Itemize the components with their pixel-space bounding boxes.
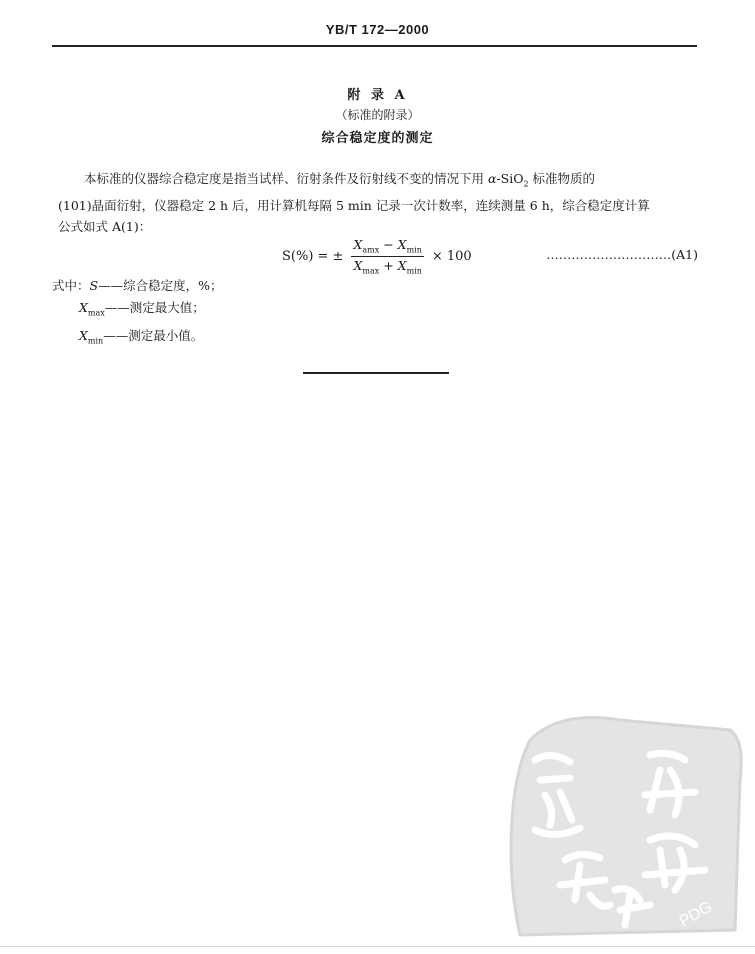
subscript-2: 2 [523,179,529,189]
formula-numerator [351,237,423,257]
legend-prefix: 式中： [52,278,90,293]
legend-row-xmin [52,325,222,353]
equation-number [523,247,698,262]
legend-xmax-sub: max [87,308,105,318]
legend-xmax-symbol: X [79,300,88,315]
numerator-sub2: min [406,245,422,255]
formula-legend [52,275,222,352]
legend-s-desc: ——综合稳定度，%； [98,278,223,293]
annex-heading: 综合稳定度的测定 [321,131,434,146]
denominator-x1: X [353,257,363,273]
header-rule [52,45,697,47]
denominator-sub1: max [362,266,380,275]
legend-s-symbol: S [89,278,99,293]
legend-xmax-desc: ——测定最大值； [104,300,205,315]
watermark-pdg-text: PDG [676,898,716,931]
stability-formula [282,239,472,273]
formula-tail: × 100 [431,248,472,264]
watermark-seal [500,700,750,940]
denominator-sub2: min [406,266,422,275]
page-bottom-edge [0,946,755,947]
body-line-1-text-c: 标准物质的 [528,171,596,186]
numerator-x1: X [353,237,363,252]
legend-row-s [52,275,222,297]
body-line-1-text-a: 本标准的仪器综合稳定度是指当试样、衍射条件及衍射线不变的情况下用 [84,171,488,186]
end-rule [303,372,449,374]
annex-title: 附 录 A [347,88,408,103]
denominator-x2: X [397,257,407,273]
formula-denominator [351,257,423,276]
body-line-1-text-b: -SiO [496,171,524,186]
body-line-1 [58,168,698,195]
alpha-symbol: α [487,171,497,186]
body-line-2: (101)晶面衍射，仪器稳定 2 h 后，用计算机每隔 5 min 记录一次计数率，连续测量 6 h，综合稳定度计算 [58,197,650,213]
numerator-sub1: amx [362,245,380,255]
legend-xmin-sub: min [87,336,104,345]
standard-code-header: YB/T 172—2000 [325,22,430,37]
denominator-op: + [379,257,398,273]
equation-label: (A1) [671,247,698,262]
legend-row-xmax [52,297,222,325]
formula-fraction [351,237,423,275]
numerator-op: − [379,237,398,252]
leader-dots: ………………………… [546,247,672,262]
annex-subtitle: （标准的附录） [335,108,420,122]
legend-xmin-symbol: X [79,327,88,343]
legend-xmin-desc: ——测定最小值。 [103,327,204,343]
numerator-x2: X [397,237,407,252]
body-paragraph [58,168,698,237]
formula-lhs: S(%) = ± [282,248,344,264]
body-line-3: 公式如式 A(1)： [58,218,152,234]
